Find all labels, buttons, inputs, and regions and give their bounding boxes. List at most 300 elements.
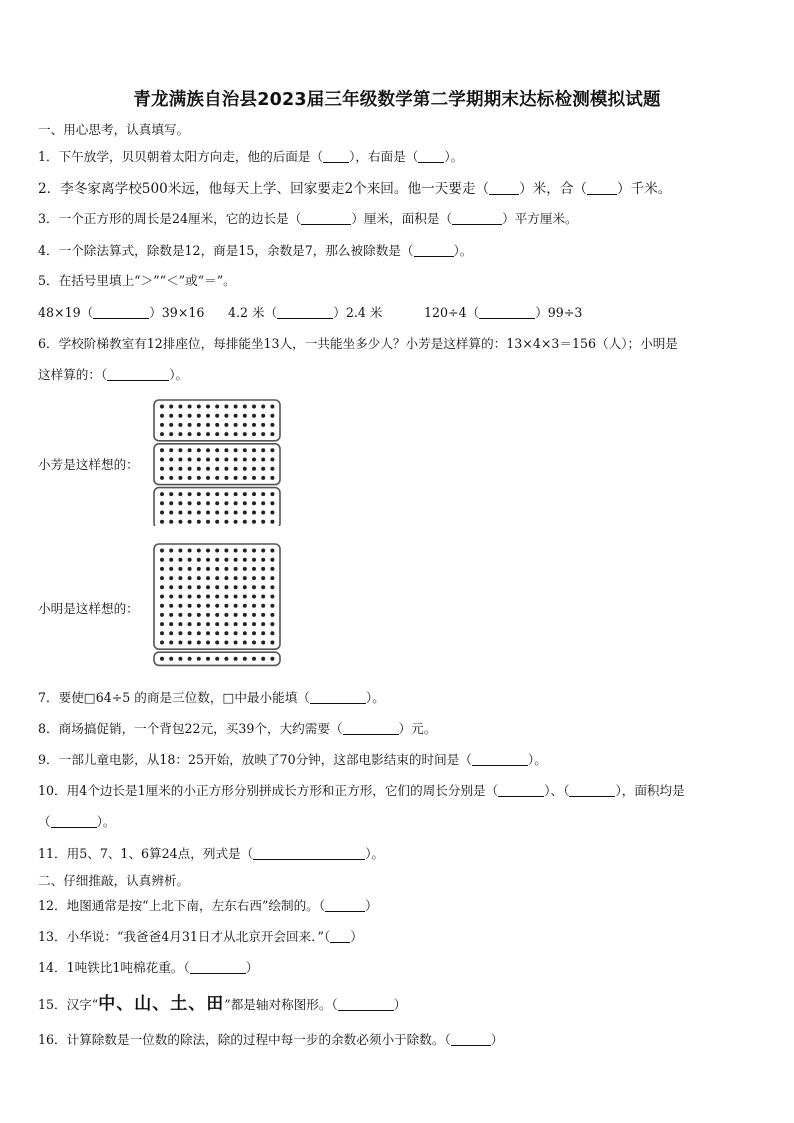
seat-dot [243, 501, 247, 505]
seat-dot [169, 585, 173, 589]
seat-dot [243, 414, 247, 418]
seat-dot [261, 448, 265, 452]
seat-dot [234, 595, 238, 599]
seat-dot [197, 657, 201, 661]
seat-dot [234, 549, 238, 553]
seat-dot [197, 567, 201, 571]
seat-dot [188, 567, 192, 571]
seat-dot [224, 604, 228, 608]
seat-dot [178, 432, 182, 436]
seat-dot [215, 511, 219, 515]
seat-dot [243, 423, 247, 427]
seat-dot [234, 585, 238, 589]
seat-dot [169, 414, 173, 418]
seat-dot [197, 520, 201, 524]
seat-dot [261, 476, 265, 480]
seat-dot [178, 520, 182, 524]
seat-dot [234, 641, 238, 645]
seat-dot [188, 501, 192, 505]
seat-dot [169, 492, 173, 496]
seat-dot [224, 585, 228, 589]
seat-dot [178, 631, 182, 635]
seat-dot [270, 423, 274, 427]
seat-dot [270, 604, 274, 608]
seat-dot [243, 492, 247, 496]
seat-dot [206, 520, 210, 524]
seat-dot [261, 622, 265, 626]
seat-dot [188, 458, 192, 462]
question-6-line-1: 6．学校阶梯教室有12排座位，每排能坐13人，一共能坐多少人？小芳是这样算的：13×4×3＝156（人）；小明是 [38, 336, 678, 351]
answer-blank[interactable] [93, 306, 149, 319]
seat-dot [188, 585, 192, 589]
seat-dot [215, 423, 219, 427]
seat-dot [188, 549, 192, 553]
seat-dot [206, 595, 210, 599]
seat-dot [261, 657, 265, 661]
seat-dot [252, 476, 256, 480]
seat-dot [169, 613, 173, 617]
seat-dot [261, 467, 265, 471]
seat-dot [224, 405, 228, 409]
seat-dot [160, 520, 164, 524]
seat-dot [188, 467, 192, 471]
seat-dot [215, 501, 219, 505]
answer-blank[interactable] [310, 691, 366, 704]
seat-dot [270, 520, 274, 524]
seat-dot [252, 576, 256, 580]
seat-dot [197, 613, 201, 617]
seat-dot [234, 448, 238, 452]
seat-dot [188, 558, 192, 562]
seat-dot [224, 622, 228, 626]
seat-dot [261, 432, 265, 436]
seat-dot [215, 595, 219, 599]
comparison-item: 4.2 米（ ）2.4 米 [228, 305, 383, 320]
seat-dot [197, 492, 201, 496]
seat-dot [261, 576, 265, 580]
seat-dot [160, 622, 164, 626]
seat-dot [224, 423, 228, 427]
seat-dot [188, 511, 192, 515]
seat-dot [169, 657, 173, 661]
seat-dot [270, 595, 274, 599]
seat-dot [197, 641, 201, 645]
seat-dot [215, 448, 219, 452]
seat-dot [206, 492, 210, 496]
question-3: 3．一个正方形的周长是24厘米，它的边长是（ ）厘米，面积是（ ）平方厘米。 [38, 211, 578, 226]
answer-blank[interactable] [479, 306, 535, 319]
answer-blank[interactable] [498, 784, 544, 797]
seat-dot [160, 657, 164, 661]
seat-dot [178, 622, 182, 626]
answer-blank[interactable] [253, 847, 365, 860]
seat-dot [224, 657, 228, 661]
seat-dot [160, 448, 164, 452]
answer-blank[interactable] [587, 182, 617, 195]
seat-dot [252, 511, 256, 515]
seat-dot [252, 641, 256, 645]
seat-dot [215, 476, 219, 480]
comparison-item: 120÷4（ ）99÷3 [424, 305, 583, 320]
seat-dot [270, 467, 274, 471]
seat-dot [206, 631, 210, 635]
question-8: 8．商场搞促销，一个背包22元，买39个，大约需要（ ）元。 [38, 721, 437, 736]
seat-dot [224, 511, 228, 515]
seat-dot [188, 492, 192, 496]
seat-dot [270, 492, 274, 496]
seat-dot [224, 492, 228, 496]
seat-dot [270, 405, 274, 409]
seat-dot [215, 492, 219, 496]
answer-blank[interactable] [338, 998, 394, 1011]
seat-dot [197, 604, 201, 608]
seat-dot [215, 622, 219, 626]
answer-blank[interactable] [330, 930, 350, 943]
seat-dot [206, 476, 210, 480]
question-7: 7．要使□64÷5 的商是三位数，□中最小能填（ ）。 [38, 690, 385, 705]
seat-dot [206, 641, 210, 645]
answer-blank[interactable] [343, 722, 399, 735]
seat-dot [178, 476, 182, 480]
seat-dot [160, 576, 164, 580]
question-9: 9．一部儿童电影，从18：25开始，放映了70分钟，这部电影结束的时间是（ ）。 [38, 752, 547, 767]
seat-dot [224, 432, 228, 436]
seat-dot [160, 423, 164, 427]
seat-dot [234, 405, 238, 409]
seat-dot [215, 576, 219, 580]
seat-dot [252, 520, 256, 524]
seat-dot [169, 423, 173, 427]
seat-dot [206, 576, 210, 580]
seat-dot [206, 604, 210, 608]
seat-dot [215, 604, 219, 608]
seat-dot [197, 432, 201, 436]
seat-dot [252, 558, 256, 562]
seat-dot [270, 622, 274, 626]
seat-dot [169, 558, 173, 562]
seat-dot [206, 423, 210, 427]
question-5: 5．在括号里填上“＞”“＜”或“＝”。 [38, 273, 236, 288]
seat-dot [261, 501, 265, 505]
seat-dot [252, 414, 256, 418]
answer-blank[interactable] [107, 368, 169, 381]
answer-blank[interactable] [452, 212, 502, 225]
seat-dot [206, 657, 210, 661]
seat-dot [178, 405, 182, 409]
seat-dot [243, 585, 247, 589]
seat-dot [160, 492, 164, 496]
seat-dot [243, 458, 247, 462]
seat-dot [178, 641, 182, 645]
seat-dot [243, 604, 247, 608]
seat-dot [224, 458, 228, 462]
seat-dot [169, 405, 173, 409]
seat-dot [224, 567, 228, 571]
seat-dot [188, 476, 192, 480]
seat-dot [197, 595, 201, 599]
seat-dot [178, 549, 182, 553]
seat-dot [169, 576, 173, 580]
seat-dot [261, 585, 265, 589]
seat-dot [197, 476, 201, 480]
answer-blank[interactable] [472, 753, 528, 766]
answer-blank[interactable] [323, 150, 349, 163]
seat-dot [160, 458, 164, 462]
seat-dot [188, 613, 192, 617]
seat-dot [261, 631, 265, 635]
seat-dot [188, 641, 192, 645]
seat-dot [160, 641, 164, 645]
seat-dot [169, 520, 173, 524]
seat-dot [206, 405, 210, 409]
question-12: 12．地图通常是按“上北下南，左东右西”绘制的。（ ） [38, 898, 378, 913]
seat-dot [206, 511, 210, 515]
seat-dot [188, 595, 192, 599]
seat-dot [188, 432, 192, 436]
seat-dot [270, 414, 274, 418]
seat-dot [224, 520, 228, 524]
seat-dot [243, 576, 247, 580]
seat-dot [252, 492, 256, 496]
seat-dot [252, 458, 256, 462]
seat-dot [252, 595, 256, 599]
seat-dot [178, 414, 182, 418]
seat-dot [160, 595, 164, 599]
seat-dot [215, 458, 219, 462]
seat-dot [261, 414, 265, 418]
question-14: 14．1吨铁比1吨棉花重。（ ） [38, 960, 259, 975]
section-2-heading: 二、仔细推敲，认真辨析。 [38, 873, 190, 888]
seat-dot [215, 405, 219, 409]
seat-dot [206, 549, 210, 553]
seat-dot [178, 604, 182, 608]
seat-dot [178, 467, 182, 471]
seat-dot [234, 657, 238, 661]
seat-dot [252, 405, 256, 409]
seat-dot [234, 622, 238, 626]
seat-dot [169, 604, 173, 608]
seat-dot [243, 631, 247, 635]
seat-dot [224, 476, 228, 480]
seat-dot [215, 567, 219, 571]
seat-dot [160, 467, 164, 471]
question-10-line-1: 10．用4个边长是1厘米的小正方形分别拼成长方形和正方形，它们的周长分别是（ ）、（ ），面积均是 [38, 783, 685, 798]
seat-dot [224, 467, 228, 471]
seat-dot [270, 458, 274, 462]
seat-dot [160, 511, 164, 515]
seat-dot [243, 448, 247, 452]
answer-blank[interactable] [51, 815, 97, 828]
seat-dot [160, 414, 164, 418]
seat-dot [243, 641, 247, 645]
xiaofang-label: 小芳是这样想的： [38, 457, 139, 472]
seat-dot [270, 476, 274, 480]
seat-dot [252, 432, 256, 436]
seat-dot [160, 585, 164, 589]
seat-dot [160, 567, 164, 571]
seat-dot [224, 549, 228, 553]
answer-blank[interactable] [301, 212, 351, 225]
seat-dot [197, 405, 201, 409]
seat-dot [206, 613, 210, 617]
seat-dot [197, 414, 201, 418]
seat-dot [215, 641, 219, 645]
seat-dot [160, 549, 164, 553]
answer-blank[interactable] [451, 1033, 491, 1046]
seat-dot [234, 467, 238, 471]
seat-dot [243, 567, 247, 571]
seat-dot [178, 458, 182, 462]
answer-blank[interactable] [277, 306, 333, 319]
seat-dot [178, 511, 182, 515]
seat-dot [188, 604, 192, 608]
seat-dot [224, 558, 228, 562]
seat-dot [169, 549, 173, 553]
seat-dot [188, 405, 192, 409]
seat-dot [261, 595, 265, 599]
seat-dot [243, 622, 247, 626]
seat-dot [188, 414, 192, 418]
seat-dot [234, 492, 238, 496]
seat-dot [252, 613, 256, 617]
seat-dot [178, 657, 182, 661]
seat-dot [243, 432, 247, 436]
seat-dot [224, 613, 228, 617]
seat-dot [160, 432, 164, 436]
section-1-heading: 一、用心思考，认真填写。 [38, 122, 190, 137]
seat-dot [252, 423, 256, 427]
seat-dot [270, 448, 274, 452]
seat-dot [261, 641, 265, 645]
answer-blank[interactable] [325, 899, 365, 912]
answer-blank[interactable] [190, 961, 246, 974]
seat-dot [197, 631, 201, 635]
seat-dot [234, 423, 238, 427]
seat-dot [261, 520, 265, 524]
seat-dot [234, 631, 238, 635]
seat-dot [215, 414, 219, 418]
question-6-line-2: 这样算的：（ ）。 [38, 367, 189, 382]
question-1: 1．下午放学，贝贝朝着太阳方向走，他的后面是（ ），右面是（ ）。 [38, 149, 464, 164]
seat-dot [261, 423, 265, 427]
seat-dot [188, 631, 192, 635]
seat-dot [206, 414, 210, 418]
seat-dot [243, 613, 247, 617]
answer-blank[interactable] [569, 784, 615, 797]
seat-dot [261, 458, 265, 462]
seat-dot [206, 585, 210, 589]
seat-dot [169, 448, 173, 452]
seat-dot [224, 631, 228, 635]
seat-dot [215, 585, 219, 589]
seat-dot [252, 448, 256, 452]
seat-dot [188, 657, 192, 661]
seat-dot [252, 467, 256, 471]
seat-dot [243, 595, 247, 599]
seat-dot [252, 567, 256, 571]
seat-dot [197, 501, 201, 505]
seat-dot [252, 585, 256, 589]
xiaoming-label: 小明是这样想的： [38, 601, 139, 616]
seat-dot [270, 549, 274, 553]
seat-dot [197, 448, 201, 452]
seat-dot [270, 558, 274, 562]
question-4: 4．一个除法算式，除数是12，商是15，余数是7，那么被除数是（ ）。 [38, 243, 473, 258]
seat-dot [178, 423, 182, 427]
seat-dot [224, 448, 228, 452]
seat-dot [215, 549, 219, 553]
seat-dot [234, 476, 238, 480]
seat-dot [197, 558, 201, 562]
seat-dot [270, 613, 274, 617]
answer-blank[interactable] [489, 182, 519, 195]
seat-dot [215, 631, 219, 635]
question-2: 2．李冬家离学校500米远，他每天上学、回家要走2个来回。他一天要走（ ）米，合（ ）千米。 [38, 181, 672, 197]
seat-dot [169, 641, 173, 645]
seat-dot [243, 405, 247, 409]
seat-dot [160, 501, 164, 505]
seat-dot [197, 585, 201, 589]
seat-dot [169, 432, 173, 436]
seat-dot [178, 501, 182, 505]
seat-dot [206, 448, 210, 452]
answer-blank[interactable] [418, 150, 444, 163]
seat-dot [206, 558, 210, 562]
seat-dot [206, 432, 210, 436]
question-13: 13．小华说：“我爸爸4月31日才从北京开会回来．”（ ） [38, 929, 363, 944]
seat-dot [234, 414, 238, 418]
seat-dot [169, 501, 173, 505]
seat-dot [243, 511, 247, 515]
comparison-item: 48×19（ ）39×16 [38, 305, 205, 320]
seat-dot [243, 549, 247, 553]
seat-dot [252, 657, 256, 661]
seat-dot [224, 641, 228, 645]
seat-dot [261, 549, 265, 553]
seat-dot [252, 501, 256, 505]
seat-dot [261, 492, 265, 496]
seat-dot [234, 511, 238, 515]
seat-dot [178, 492, 182, 496]
seat-dot [169, 467, 173, 471]
seat-dot [234, 520, 238, 524]
seat-dot [206, 622, 210, 626]
seat-dot [270, 657, 274, 661]
seat-dot [234, 567, 238, 571]
seat-dot [243, 520, 247, 524]
seat-dot [178, 448, 182, 452]
question-15: 15．汉字“中、山、土、田”都是轴对称图形。（ ） [38, 994, 407, 1014]
seat-dot [178, 595, 182, 599]
page-title: 青龙满族自治县2023届三年级数学第二学期期末达标检测模拟试题 [133, 90, 661, 110]
seat-dot [234, 613, 238, 617]
seat-dot [243, 467, 247, 471]
seat-dot [188, 576, 192, 580]
seat-dot [224, 414, 228, 418]
seat-dot [270, 585, 274, 589]
seat-dot [252, 604, 256, 608]
seat-dot [270, 641, 274, 645]
seat-dot [215, 432, 219, 436]
seat-dot [270, 631, 274, 635]
xiaoming-dot-figure [152, 542, 282, 670]
question-10-line-2: （ ）。 [38, 814, 116, 829]
seat-dot [160, 558, 164, 562]
seat-dot [160, 613, 164, 617]
seat-dot [206, 501, 210, 505]
seat-dot [261, 604, 265, 608]
answer-blank[interactable] [414, 244, 454, 257]
